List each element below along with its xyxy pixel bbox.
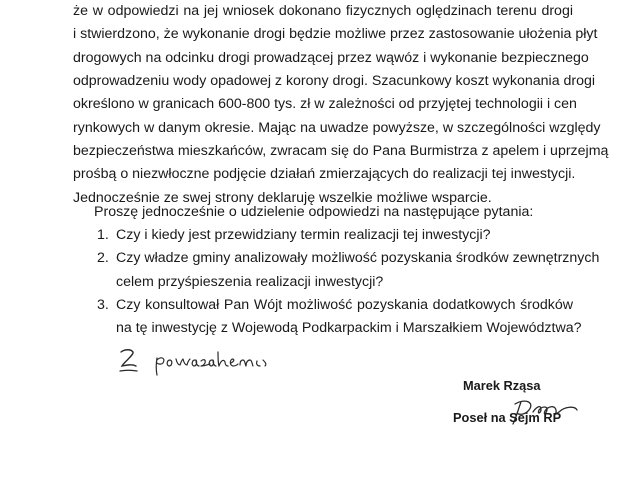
questions-intro: Proszę jednocześnie o udzielenie odpowiedzi na następujące pytania: [94, 204, 534, 220]
question-item [97, 224, 573, 247]
signature-block [445, 378, 595, 438]
questions-list [97, 224, 600, 340]
body-line-2: i stwierdzono, że wykonanie drogi będzie możliwe przez zastosowanie ułożenia płyt [73, 26, 598, 43]
body-line-5: określono w granicach 600-800 tys. zł w zależności od przyjętej technologii i cen [73, 96, 577, 113]
question-item [97, 294, 582, 341]
question-text: na tę inwestycję z Wojewodą Podkarpackim i Marszałkiem Województwa? [116, 320, 582, 337]
closing-text: z poważaniem [115, 340, 122, 341]
letter-body-paragraph [73, 0, 609, 210]
question-item [97, 247, 600, 294]
question-text: Czy i kiedy jest przewidziany termin realizacji tej inwestycji? [116, 227, 491, 243]
signer-title: Poseł na Sejm RP [453, 410, 562, 425]
signer-name: Marek Rząsa [463, 378, 541, 393]
question-text: Czy konsultował Pan Wójt możliwość pozyskania dodatkowych środków [116, 296, 573, 313]
question-text: Czy władze gminy analizowały możliwość pozyskania środków zewnętrznych [116, 250, 600, 267]
question-number: 3. [97, 296, 109, 313]
question-text: celem przyśpieszenia realizacji inwestycji? [116, 273, 384, 290]
question-number: 2. [97, 250, 109, 267]
handwritten-closing [115, 340, 300, 380]
question-number: 1. [97, 227, 109, 243]
body-line-8: prośbą o niezwłoczne podjęcie działań zmierzających do realizacji tej inwestycji. [73, 166, 576, 183]
body-line-3: drogowych na odcinku drogi prowadzącej przez wąwóz i wykonanie bezpiecznego [73, 49, 589, 66]
body-line-1: że w odpowiedzi na jej wniosek dokonano fizycznych oględzinach terenu drogi [73, 3, 573, 19]
body-line-9: Jednocześnie ze swej strony deklaruję wszelkie możliwe wsparcie. [73, 189, 492, 206]
body-line-4: odprowadzeniu wody opadowej z korony drogi. Szacunkowy koszt wykonania drogi [73, 73, 596, 90]
body-line-6: rynkowych w danym okresie. Mając na uwadze powyższe, w szczególności względy [73, 119, 601, 136]
body-line-7: bezpieczeństwa mieszkańców, zwracam się do Pana Burmistrza z apelem i uprzejmą [73, 143, 609, 160]
